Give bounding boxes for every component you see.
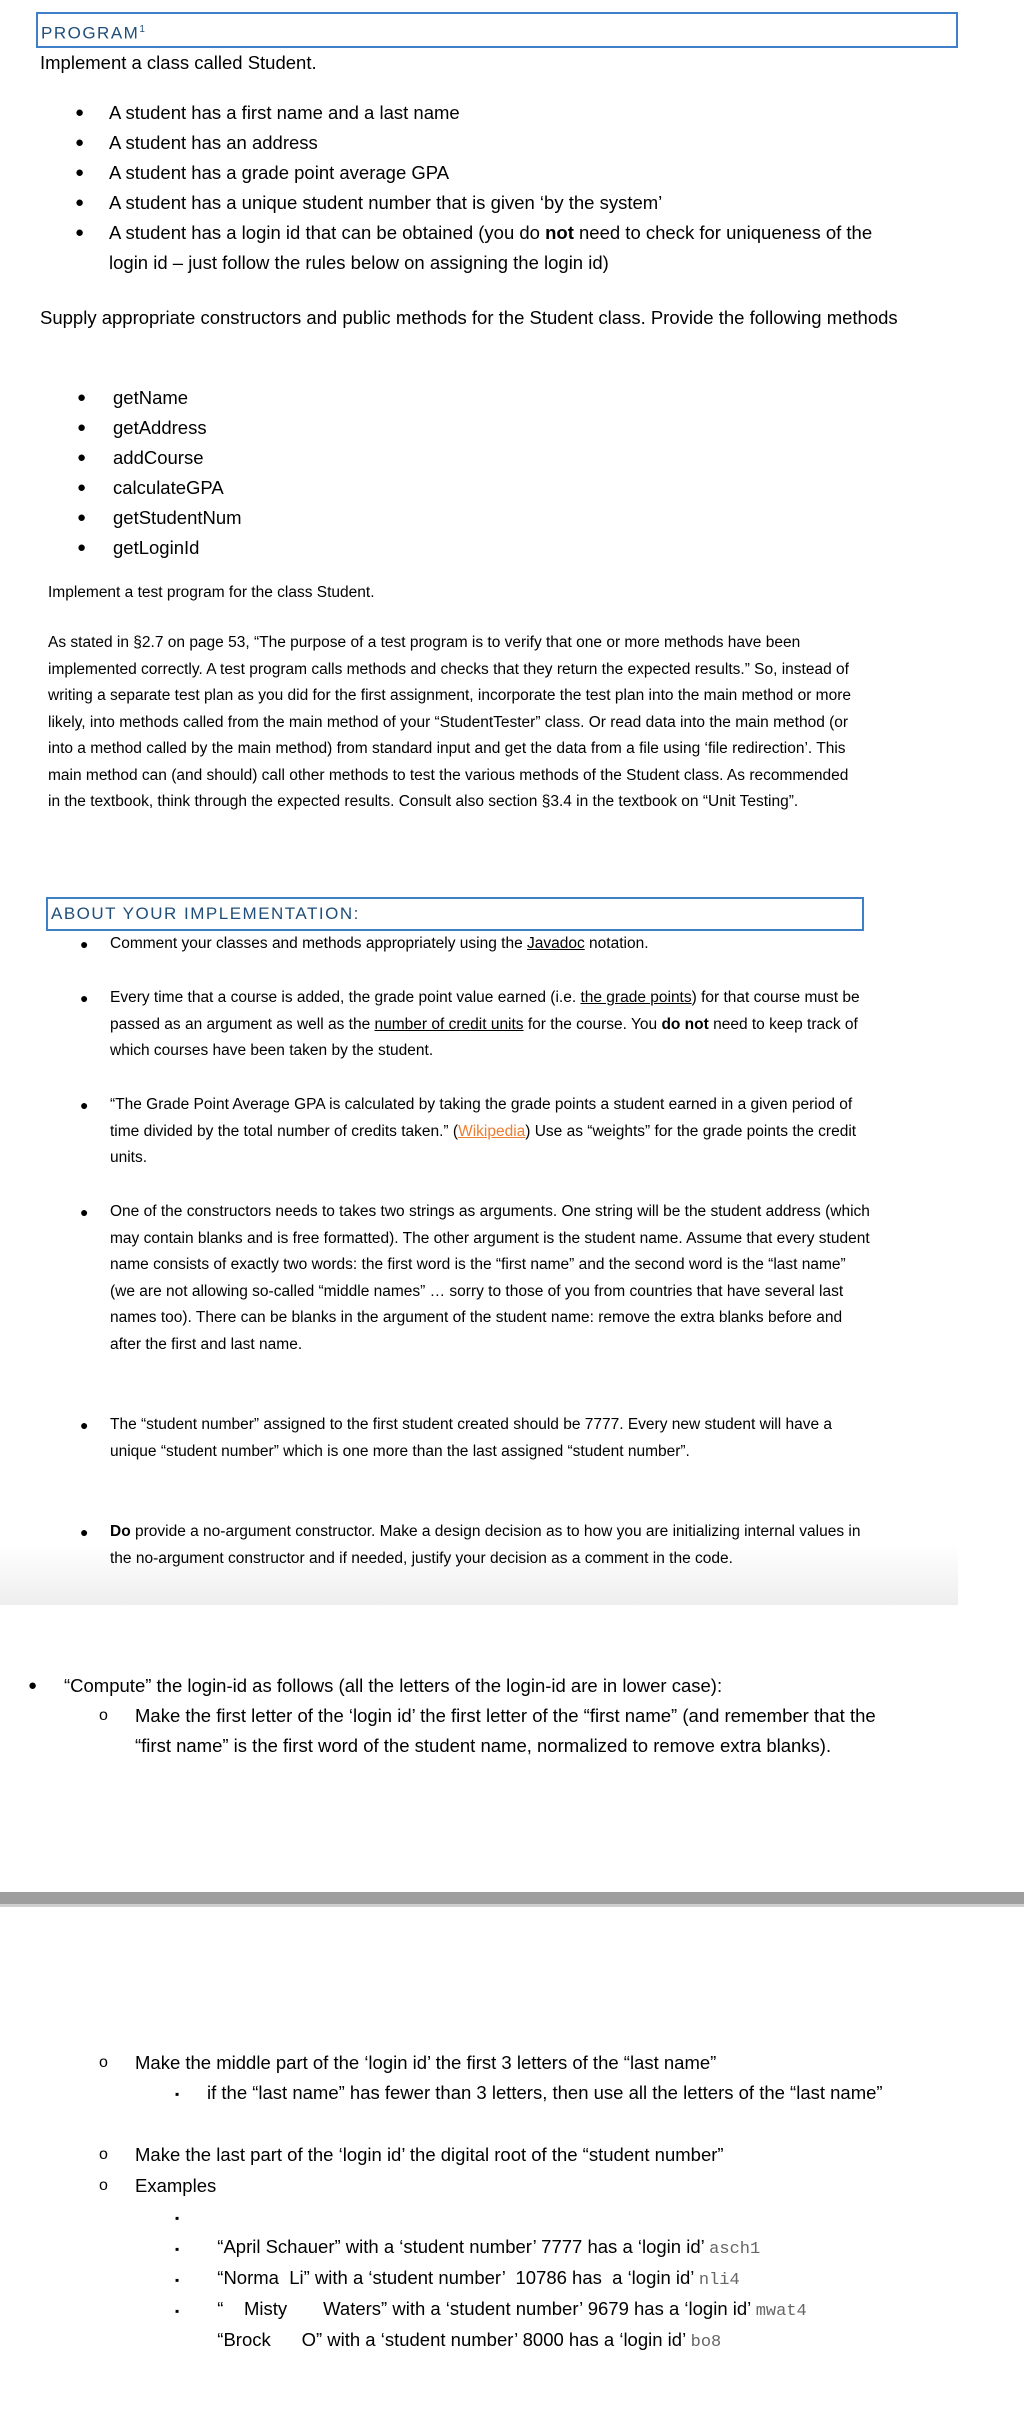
method-item: ● getStudentNum — [77, 507, 242, 528]
about-item-student-number: ● The “student number” assigned to the first student created should be 7777. Every new student will have a unique “student number” which is one more than the last assigned “student number”. — [80, 1416, 833, 1460]
list-item: ● A student has an address — [75, 132, 318, 153]
compute-first: o Make the first letter of the ‘login id’ the first letter of the “first name” (and remember that the “first name” is the first word of the student name, normalized to remove extra blanks). — [99, 1705, 876, 1756]
wikipedia-link[interactable]: Wikipedia — [458, 1122, 526, 1140]
method-item: ● addCourse — [77, 447, 204, 468]
program-heading — [36, 12, 958, 48]
methods-list — [77, 383, 513, 563]
about-item-javadoc: ● Comment your classes and methods appropriately using the Javadoc notation. — [80, 935, 649, 952]
list-item: ● A student has a first name and a last name — [75, 102, 460, 123]
method-item: ● calculateGPA — [77, 477, 224, 498]
intro-text: Implement a class called Student. — [40, 52, 317, 73]
example-item: ▪ “April Schauer” with a ‘student number’ 7777 has a ‘login id’ asch1 — [175, 2211, 761, 2259]
test-intro: Implement a test program for the class Student. — [48, 584, 375, 601]
about-item-gpa: ● “The Grade Point Average GPA is calculated by taking the grade points a student earned in a given period of time divided by the total number of credits taken.” (Wikipedia) Use as “weights” for the grade points the credit units. — [80, 1096, 857, 1166]
javadoc-link[interactable]: Javadoc — [527, 935, 585, 952]
about-item-courses: ● Every time that a course is added, the grade point value earned (i.e. the grade points) for that course must be passed as an argument as well as the number of credit units for the course. You do not need to keep track of which courses have been taken by the student. — [80, 989, 860, 1059]
example-item: ▪ “Brock O” with a ‘student number’ 8000 has a ‘login id’ bo8 — [175, 2304, 722, 2352]
list-item: ● A student has a grade point average GPA — [75, 162, 450, 183]
example-item: ▪ “Norma Li” with a ‘student number’ 10786 has a ‘login id’ nli4 — [175, 2242, 740, 2290]
method-item: ● getName — [77, 387, 189, 408]
about-heading — [46, 897, 864, 931]
supply-text: Supply appropriate constructors and public methods for the Student class. Provide the following methods — [40, 307, 898, 328]
compute-examples-label: o Examples — [99, 2175, 217, 2196]
requirements-list — [75, 98, 939, 278]
example-item: ▪ “ Misty Waters” with a ‘student number’ 9679 has a ‘login id’ mwat4 — [175, 2273, 807, 2321]
about-item-no-arg: ● Do provide a no-argument constructor. Make a design decision as to how you are initializing internal values in the no-argument constructor and if needed, justify your decision as a comment in the code. — [80, 1523, 861, 1567]
compute-main: ● “Compute” the login-id as follows (all the letters of the login-id are in lower case): — [28, 1675, 723, 1696]
about-heading-text: ABOUT YOUR IMPLEMENTATION: — [51, 904, 360, 923]
list-item: ● A student has a login id that can be obtained (you do not need to check for uniqueness of the login id – just follow the rules below on assigning the login id) — [75, 222, 873, 273]
list-item: ● A student has a unique student number that is given ‘by the system’ — [75, 192, 663, 213]
compute-middle: o Make the middle part of the ‘login id’ the first 3 letters of the “last name” — [99, 2052, 717, 2073]
footnote-mark: 1 — [139, 24, 145, 35]
method-item: ● getAddress — [77, 417, 207, 438]
page-separator — [0, 1892, 1024, 1904]
program-heading-text: PROGRAM — [41, 23, 140, 43]
page-separator-shadow — [0, 1904, 1024, 1907]
compute-last: o Make the last part of the ‘login id’ the digital root of the “student number” — [99, 2144, 724, 2165]
test-paragraph: As stated in §2.7 on page 53, “The purpose of a test program is to verify that one or more methods have been implemented correctly. A test program calls methods and checks that they return the expected results.” So, instead of writing a separate test plan as you did for the first assignment, incorporate the test plan into the main method or more likely, into methods called from the main method of your “StudentTester” class. Or read data into the main method (or into a method called by the main method) from standard input and get the data from a file using ‘file redirection’. This main method can (and should) call other methods to test the various methods of the Student class. As recommended in the textbook, think through the expected results. Consult also section §3.4 in the textbook on “Unit Testing”. — [48, 634, 851, 810]
method-item: ● getLoginId — [77, 537, 200, 558]
compute-middle-sub: ▪ if the “last name” has fewer than 3 letters, then use all the letters of the “last name” — [175, 2082, 883, 2103]
about-item-constructor: ● One of the constructors needs to takes two strings as arguments. One string will be the student address (which may contain blanks and is free formatted). The other argument is the student name. Assume that every student name consists of exactly two words: the first word is the “first name” and the second word is the “last name” (we are not allowing so-called “middle names” … sorry to those of you from countries that have several last names too). There can be blanks in the argument of the student name: remove the extra blanks before and after the first and last name. — [80, 1203, 870, 1353]
